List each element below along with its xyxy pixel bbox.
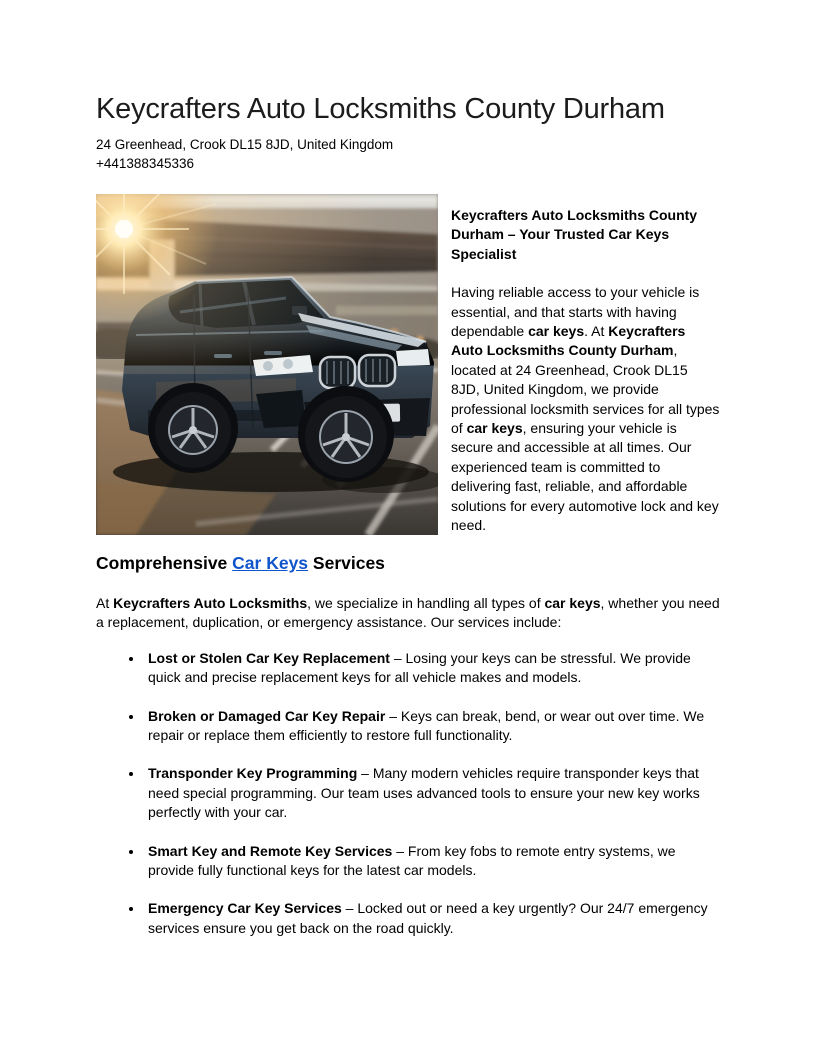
service-item-emergency: • Emergency Car Key Services – Locked out or need a key urgently? Our 24/7 emergency services ensure you get back on the road quickly. <box>144 899 720 938</box>
service-item-lost-key: • Lost or Stolen Car Key Replacement – Losing your keys can be stressful. We provide quick and precise replacement keys for all vehicle makes and models. <box>144 649 720 688</box>
services-list <box>96 649 720 938</box>
service-item-smart-key: • Smart Key and Remote Key Services – From key fobs to remote entry systems, we provide fully functional keys for the latest car models. <box>144 842 720 881</box>
car-keys-link[interactable]: Car Keys <box>232 553 309 573</box>
page-title: Keycrafters Auto Locksmiths County Durham <box>96 93 665 125</box>
services-intro-paragraph: At Keycrafters Auto Locksmiths, we specialize in handling all types of car keys, whether you need a replacement, duplication, or emergency assistance. Our services include: <box>96 595 720 631</box>
suv-photo <box>96 194 438 535</box>
intro-paragraph: Having reliable access to your vehicle is essential, and that starts with having dependable car keys. At Keycrafters Auto Locksmiths County Durham, located at 24 Greenhead, Crook DL15 8JD, United Kingdom, we provide professional locksmith services for all types of car keys, ensuring your vehicle is secure and accessible at all times. Our experienced team is committed to delivering fast, reliable, and affordable solutions for every automotive lock and key need. <box>451 284 720 534</box>
address-line: 24 Greenhead, Crook DL15 8JD, United Kingdom <box>96 137 394 152</box>
phone-line: +441388345336 <box>96 156 194 171</box>
front-wheel <box>298 386 394 482</box>
services-section-heading: Comprehensive Car Keys Services <box>96 553 385 573</box>
contact-block <box>96 135 720 173</box>
service-item-broken-key: • Broken or Damaged Car Key Repair – Keys can break, bend, or wear out over time. We repair or replace them efficiently to restore full functionality. <box>144 707 720 746</box>
suv-photo-illustration <box>96 194 438 535</box>
intro-heading: Keycrafters Auto Locksmiths County Durham – Your Trusted Car Keys Specialist <box>451 207 698 262</box>
hero-row <box>96 194 720 535</box>
intro-column <box>451 194 720 535</box>
service-item-transponder: • Transponder Key Programming – Many modern vehicles require transponder keys that need special programming. Our team uses advanced tools to ensure your new key works perfectly with your car. <box>144 764 720 822</box>
rear-wheel <box>148 383 238 473</box>
sun-flare <box>96 194 438 374</box>
